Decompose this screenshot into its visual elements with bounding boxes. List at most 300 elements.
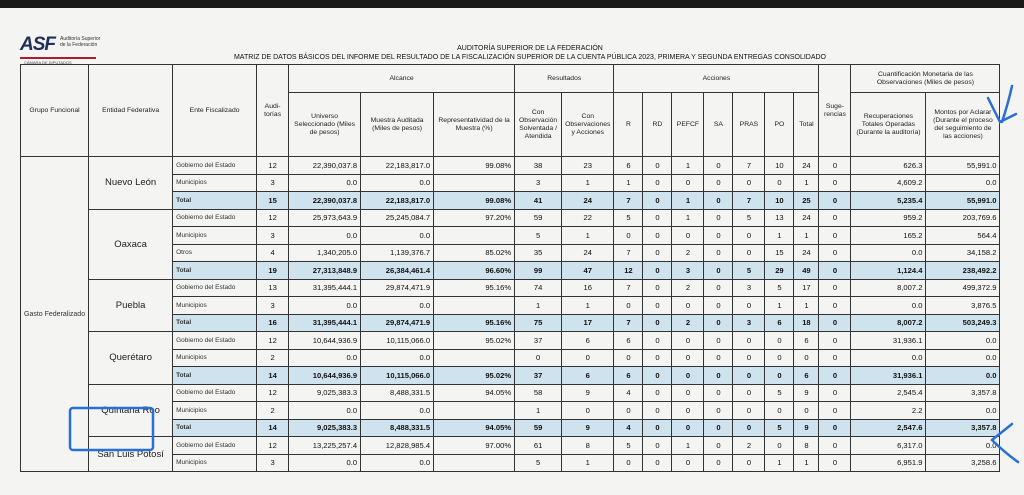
- cell-pefcf: 0: [672, 367, 704, 385]
- cell-tot: 9: [794, 384, 819, 402]
- ente-cell: Gobierno del Estado: [173, 279, 257, 297]
- cell-rec: 165.2: [851, 227, 926, 245]
- cell-rep: [434, 349, 515, 367]
- cell-po: 10: [765, 157, 794, 175]
- cell-mues: 1,139,376.7: [361, 244, 434, 262]
- entidad-cell: Quintana Roo: [89, 384, 173, 437]
- cell-pefcf: 0: [672, 384, 704, 402]
- cell-sa: 0: [704, 349, 733, 367]
- cell-pras: 0: [733, 332, 765, 350]
- cell-pefcf: 0: [672, 174, 704, 192]
- cell-sa: 0: [704, 262, 733, 280]
- cell-univ: 31,395,444.1: [289, 279, 361, 297]
- cell-rep: 95.02%: [434, 332, 515, 350]
- cell-pefcf: 0: [672, 419, 704, 437]
- cell-sug: 0: [819, 174, 851, 192]
- ente-cell: Otros: [173, 244, 257, 262]
- header-acciones: Acciones: [614, 65, 819, 93]
- cell-rec: 31,936.1: [851, 332, 926, 350]
- cell-aud: 12: [257, 209, 289, 227]
- cell-rd: 0: [643, 419, 672, 437]
- cell-univ: 0.0: [289, 227, 361, 245]
- cell-cacc: 47: [562, 262, 614, 280]
- title-line-2: MATRIZ DE DATOS BÁSICOS DEL INFORME DEL RESULTADO DE LA FISCALIZACIÓN SUPERIOR DE LA CUENTA PÚBLICA 2023, PRIMERA Y SEGUNDA ENTREGAS CONSOLIDADO: [233, 54, 827, 61]
- cell-pras: 0: [733, 402, 765, 420]
- cell-pras: 3: [733, 314, 765, 332]
- cell-pefcf: 0: [672, 332, 704, 350]
- header-ente: Ente Fiscalizado: [173, 65, 257, 157]
- cell-mues: 12,828,985.4: [361, 437, 434, 455]
- ente-cell: Municipios: [173, 174, 257, 192]
- cell-pefcf: 0: [672, 402, 704, 420]
- header-resultados: Resultados: [515, 65, 614, 93]
- cell-rd: 0: [643, 314, 672, 332]
- cell-aud: 14: [257, 367, 289, 385]
- title-line-1: AUDITORÍA SUPERIOR DE LA FEDERACIÓN: [457, 45, 603, 52]
- cell-rep: 99.08%: [434, 157, 515, 175]
- cell-mon: 0.0: [926, 332, 1000, 350]
- cell-pras: 5: [733, 209, 765, 227]
- cell-pras: 0: [733, 367, 765, 385]
- cell-rep: 95.02%: [434, 367, 515, 385]
- cell-pras: 2: [733, 437, 765, 455]
- cell-univ: 9,025,383.3: [289, 384, 361, 402]
- cell-aud: 14: [257, 419, 289, 437]
- cell-mues: 0.0: [361, 349, 434, 367]
- cell-po: 15: [765, 244, 794, 262]
- table-row: [21, 279, 1000, 297]
- header-rd: RD: [643, 93, 672, 157]
- cell-rd: 0: [643, 244, 672, 262]
- cell-sug: 0: [819, 437, 851, 455]
- cell-r: 4: [614, 384, 643, 402]
- cell-univ: 10,644,936.9: [289, 332, 361, 350]
- cell-r: 4: [614, 419, 643, 437]
- cell-sug: 0: [819, 332, 851, 350]
- header-sugerencias: Suge-rencias: [819, 65, 851, 157]
- cell-pefcf: 1: [672, 437, 704, 455]
- header-cuantificacion: Cuantificación Monetaria de las Observaciones (Miles de pesos): [851, 65, 1000, 93]
- logo-subtitle: Auditoría Superior de la Federación: [60, 36, 101, 48]
- cell-rd: 0: [643, 279, 672, 297]
- cell-sug: 0: [819, 192, 851, 210]
- cell-sug: 0: [819, 262, 851, 280]
- cell-pefcf: 0: [672, 349, 704, 367]
- cell-aud: 15: [257, 192, 289, 210]
- cell-pras: 0: [733, 384, 765, 402]
- cell-cobs: 59: [515, 209, 562, 227]
- table-row: [21, 332, 1000, 350]
- cell-sa: 0: [704, 192, 733, 210]
- grupo-funcional-cell: Gasto Federalizado: [21, 157, 89, 472]
- cell-cacc: 9: [562, 419, 614, 437]
- cell-rd: 0: [643, 209, 672, 227]
- cell-tot: 1: [794, 174, 819, 192]
- cell-mon: 564.4: [926, 227, 1000, 245]
- cell-cobs: 58: [515, 384, 562, 402]
- cell-rep: 96.60%: [434, 262, 515, 280]
- cell-univ: 22,390,037.8: [289, 192, 361, 210]
- cell-rd: 0: [643, 332, 672, 350]
- cell-po: 0: [765, 349, 794, 367]
- cell-r: 0: [614, 402, 643, 420]
- cell-mues: 0.0: [361, 402, 434, 420]
- cell-sa: 0: [704, 402, 733, 420]
- cell-cacc: 6: [562, 367, 614, 385]
- cell-tot: 6: [794, 332, 819, 350]
- header-pefcf: PEFCF: [672, 93, 704, 157]
- ente-cell: Gobierno del Estado: [173, 209, 257, 227]
- cell-cacc: 9: [562, 384, 614, 402]
- cell-pras: 0: [733, 227, 765, 245]
- cell-cobs: 3: [515, 174, 562, 192]
- cell-sa: 0: [704, 209, 733, 227]
- cell-cobs: 74: [515, 279, 562, 297]
- cell-rec: 8,007.2: [851, 279, 926, 297]
- table-row: [21, 384, 1000, 402]
- cell-mon: 3,258.6: [926, 454, 1000, 472]
- cell-cacc: 0: [562, 402, 614, 420]
- cell-sa: 0: [704, 419, 733, 437]
- cell-pefcf: 0: [672, 297, 704, 315]
- cell-rd: 0: [643, 227, 672, 245]
- cell-rd: 0: [643, 297, 672, 315]
- cell-po: 6: [765, 314, 794, 332]
- cell-sa: 0: [704, 332, 733, 350]
- cell-rep: 95.16%: [434, 279, 515, 297]
- cell-cobs: 41: [515, 192, 562, 210]
- cell-sug: 0: [819, 227, 851, 245]
- cell-rd: 0: [643, 349, 672, 367]
- data-matrix-table: [20, 64, 1000, 472]
- cell-mues: 29,874,471.9: [361, 279, 434, 297]
- cell-rd: 0: [643, 367, 672, 385]
- cell-tot: 1: [794, 297, 819, 315]
- cell-rep: 85.02%: [434, 244, 515, 262]
- cell-aud: 2: [257, 402, 289, 420]
- header-representatividad: Representatividad de la Muestra (%): [434, 93, 515, 157]
- cell-r: 6: [614, 157, 643, 175]
- cell-pefcf: 1: [672, 192, 704, 210]
- cell-po: 0: [765, 402, 794, 420]
- cell-rd: 0: [643, 174, 672, 192]
- cell-cobs: 99: [515, 262, 562, 280]
- cell-mon: 3,357.8: [926, 419, 1000, 437]
- cell-mon: 203,769.6: [926, 209, 1000, 227]
- cell-mon: 3,876.5: [926, 297, 1000, 315]
- cell-rd: 0: [643, 157, 672, 175]
- cell-cobs: 1: [515, 297, 562, 315]
- cell-univ: 22,390,037.8: [289, 157, 361, 175]
- cell-pras: 0: [733, 297, 765, 315]
- cell-cobs: 59: [515, 419, 562, 437]
- cell-tot: 24: [794, 157, 819, 175]
- cell-mon: 499,372.9: [926, 279, 1000, 297]
- cell-sa: 0: [704, 367, 733, 385]
- header-alcance: Alcance: [289, 65, 515, 93]
- cell-cacc: 1: [562, 454, 614, 472]
- cell-po: 0: [765, 367, 794, 385]
- cell-mon: 0.0: [926, 367, 1000, 385]
- ente-cell: Gobierno del Estado: [173, 332, 257, 350]
- cell-sug: 0: [819, 157, 851, 175]
- header-muestra: Muestra Auditada (Miles de pesos): [361, 93, 434, 157]
- logo-tagline: CÁMARA DE DIPUTADOS: [24, 60, 72, 65]
- header-po: PO: [765, 93, 794, 157]
- cell-cacc: 6: [562, 332, 614, 350]
- cell-aud: 12: [257, 332, 289, 350]
- cell-mon: 0.0: [926, 402, 1000, 420]
- cell-cacc: 0: [562, 349, 614, 367]
- cell-pras: 0: [733, 174, 765, 192]
- cell-r: 5: [614, 437, 643, 455]
- cell-aud: 3: [257, 454, 289, 472]
- cell-pefcf: 2: [672, 279, 704, 297]
- cell-mues: 22,183,817.0: [361, 157, 434, 175]
- cell-univ: 27,313,848.9: [289, 262, 361, 280]
- cell-r: 0: [614, 349, 643, 367]
- cell-rec: 0.0: [851, 244, 926, 262]
- header-con-observaciones-acciones: Con Observaciones y Acciones: [562, 93, 614, 157]
- cell-pras: 3: [733, 279, 765, 297]
- cell-pefcf: 1: [672, 157, 704, 175]
- table-row: [21, 437, 1000, 455]
- report-title: [170, 44, 890, 62]
- cell-mues: 10,115,066.0: [361, 367, 434, 385]
- cell-univ: 0.0: [289, 297, 361, 315]
- cell-r: 7: [614, 314, 643, 332]
- cell-mues: 26,384,461.4: [361, 262, 434, 280]
- header-total: Total: [794, 93, 819, 157]
- ente-cell: Municipios: [173, 297, 257, 315]
- cell-rec: 2,545.4: [851, 384, 926, 402]
- cell-cacc: 1: [562, 297, 614, 315]
- cell-r: 7: [614, 192, 643, 210]
- cell-tot: 24: [794, 244, 819, 262]
- cell-rep: 99.08%: [434, 192, 515, 210]
- entidad-cell: San Luis Potosí: [89, 437, 173, 472]
- cell-po: 5: [765, 279, 794, 297]
- cell-mon: 55,991.0: [926, 192, 1000, 210]
- cell-cobs: 38: [515, 157, 562, 175]
- cell-rep: [434, 402, 515, 420]
- cell-pefcf: 2: [672, 244, 704, 262]
- header-grupo: Grupo Funcional: [21, 65, 89, 157]
- cell-aud: 12: [257, 437, 289, 455]
- cell-cobs: 61: [515, 437, 562, 455]
- ente-cell: Municipios: [173, 402, 257, 420]
- cell-rep: [434, 174, 515, 192]
- cell-aud: 4: [257, 244, 289, 262]
- cell-mon: 0.0: [926, 349, 1000, 367]
- header-recuperaciones: Recuperaciones Totales Operadas (Durante la auditoría): [851, 93, 926, 157]
- cell-po: 1: [765, 297, 794, 315]
- cell-cobs: 5: [515, 227, 562, 245]
- cell-rd: 0: [643, 262, 672, 280]
- cell-pefcf: 3: [672, 262, 704, 280]
- ente-cell: Gobierno del Estado: [173, 157, 257, 175]
- entidad-cell: Oaxaca: [89, 209, 173, 279]
- cell-rep: [434, 227, 515, 245]
- cell-cacc: 1: [562, 174, 614, 192]
- cell-po: 5: [765, 384, 794, 402]
- cell-cobs: 75: [515, 314, 562, 332]
- cell-mues: 0.0: [361, 454, 434, 472]
- table-row: [21, 209, 1000, 227]
- cell-tot: 25: [794, 192, 819, 210]
- cell-rec: 1,124.4: [851, 262, 926, 280]
- cell-rep: 95.16%: [434, 314, 515, 332]
- cell-tot: 9: [794, 419, 819, 437]
- cell-rd: 0: [643, 402, 672, 420]
- cell-sug: 0: [819, 367, 851, 385]
- header-con-observacion: Con Observación Solventada / Atendida: [515, 93, 562, 157]
- cell-pefcf: 1: [672, 209, 704, 227]
- cell-rec: 4,609.2: [851, 174, 926, 192]
- cell-aud: 12: [257, 384, 289, 402]
- cell-r: 7: [614, 244, 643, 262]
- cell-rd: 0: [643, 384, 672, 402]
- cell-univ: 31,395,444.1: [289, 314, 361, 332]
- cell-mues: 0.0: [361, 297, 434, 315]
- cell-pefcf: 0: [672, 227, 704, 245]
- cell-po: 0: [765, 174, 794, 192]
- cell-cobs: 0: [515, 349, 562, 367]
- cell-rec: 2.2: [851, 402, 926, 420]
- ente-cell: Municipios: [173, 349, 257, 367]
- header-r: R: [614, 93, 643, 157]
- cell-pefcf: 0: [672, 454, 704, 472]
- cell-aud: 16: [257, 314, 289, 332]
- cell-cacc: 8: [562, 437, 614, 455]
- cell-r: 5: [614, 209, 643, 227]
- cell-aud: 3: [257, 227, 289, 245]
- cell-aud: 2: [257, 349, 289, 367]
- cell-rec: 6,317.0: [851, 437, 926, 455]
- cell-tot: 8: [794, 437, 819, 455]
- cell-sug: 0: [819, 384, 851, 402]
- cell-mon: 0.0: [926, 437, 1000, 455]
- entidad-cell: Puebla: [89, 279, 173, 332]
- cell-rec: 959.2: [851, 209, 926, 227]
- cell-tot: 1: [794, 227, 819, 245]
- logo-text: ASF: [20, 34, 55, 55]
- cell-sa: 0: [704, 279, 733, 297]
- ente-cell: Gobierno del Estado: [173, 437, 257, 455]
- cell-aud: 13: [257, 279, 289, 297]
- cell-univ: 25,973,643.9: [289, 209, 361, 227]
- header-montos: Montos por Aclarar (Durante el proceso del seguimiento de las acciones): [926, 93, 1000, 157]
- cell-aud: 3: [257, 174, 289, 192]
- cell-mon: 0.0: [926, 174, 1000, 192]
- header-pras: PRAS: [733, 93, 765, 157]
- cell-tot: 24: [794, 209, 819, 227]
- cell-po: 1: [765, 454, 794, 472]
- cell-po: 29: [765, 262, 794, 280]
- cell-po: 0: [765, 437, 794, 455]
- cell-pras: 7: [733, 192, 765, 210]
- cell-rep: 94.05%: [434, 419, 515, 437]
- cell-aud: 12: [257, 157, 289, 175]
- cell-sug: 0: [819, 454, 851, 472]
- cell-cobs: 37: [515, 367, 562, 385]
- cell-rep: 97.20%: [434, 209, 515, 227]
- cell-r: 1: [614, 174, 643, 192]
- ente-cell: Total: [173, 419, 257, 437]
- logo-bar: [20, 57, 96, 59]
- cell-sug: 0: [819, 297, 851, 315]
- cell-pefcf: 2: [672, 314, 704, 332]
- cell-sug: 0: [819, 419, 851, 437]
- cell-po: 5: [765, 419, 794, 437]
- cell-sa: 0: [704, 174, 733, 192]
- cell-tot: 18: [794, 314, 819, 332]
- cell-sa: 0: [704, 157, 733, 175]
- cell-sa: 0: [704, 454, 733, 472]
- cell-mues: 10,115,066.0: [361, 332, 434, 350]
- cell-cacc: 24: [562, 192, 614, 210]
- cell-rec: 6,951.9: [851, 454, 926, 472]
- cell-r: 7: [614, 279, 643, 297]
- cell-cacc: 22: [562, 209, 614, 227]
- cell-mues: 22,183,817.0: [361, 192, 434, 210]
- cell-rep: 94.05%: [434, 384, 515, 402]
- entidad-cell: Nuevo León: [89, 157, 173, 210]
- cell-tot: 6: [794, 367, 819, 385]
- cell-mues: 8,488,331.5: [361, 419, 434, 437]
- cell-sa: 0: [704, 244, 733, 262]
- cell-po: 13: [765, 209, 794, 227]
- cell-univ: 13,225,257.4: [289, 437, 361, 455]
- ente-cell: Total: [173, 192, 257, 210]
- cell-mues: 0.0: [361, 227, 434, 245]
- cell-sa: 0: [704, 227, 733, 245]
- cell-tot: 17: [794, 279, 819, 297]
- cell-cacc: 1: [562, 227, 614, 245]
- cell-tot: 0: [794, 402, 819, 420]
- cell-r: 6: [614, 367, 643, 385]
- cell-rec: 5,235.4: [851, 192, 926, 210]
- ente-cell: Total: [173, 314, 257, 332]
- table-row: [21, 157, 1000, 175]
- cell-univ: 10,644,936.9: [289, 367, 361, 385]
- asf-logo: [20, 32, 100, 66]
- cell-po: 0: [765, 332, 794, 350]
- cell-pras: 0: [733, 244, 765, 262]
- cell-pras: 0: [733, 419, 765, 437]
- cell-r: 6: [614, 332, 643, 350]
- cell-rec: 31,936.1: [851, 367, 926, 385]
- cell-cacc: 17: [562, 314, 614, 332]
- cell-sug: 0: [819, 279, 851, 297]
- header-sa: SA: [704, 93, 733, 157]
- table-body: [21, 157, 1000, 472]
- cell-sug: 0: [819, 402, 851, 420]
- cell-rd: 0: [643, 454, 672, 472]
- cell-sa: 0: [704, 437, 733, 455]
- cell-tot: 49: [794, 262, 819, 280]
- cell-univ: 0.0: [289, 174, 361, 192]
- cell-rd: 0: [643, 192, 672, 210]
- cell-sug: 0: [819, 209, 851, 227]
- cell-r: 12: [614, 262, 643, 280]
- header-auditorias: Audi-torías: [257, 65, 289, 157]
- cell-mon: 34,158.2: [926, 244, 1000, 262]
- cell-po: 10: [765, 192, 794, 210]
- cell-univ: 0.0: [289, 454, 361, 472]
- cell-rec: 626.3: [851, 157, 926, 175]
- cell-univ: 0.0: [289, 402, 361, 420]
